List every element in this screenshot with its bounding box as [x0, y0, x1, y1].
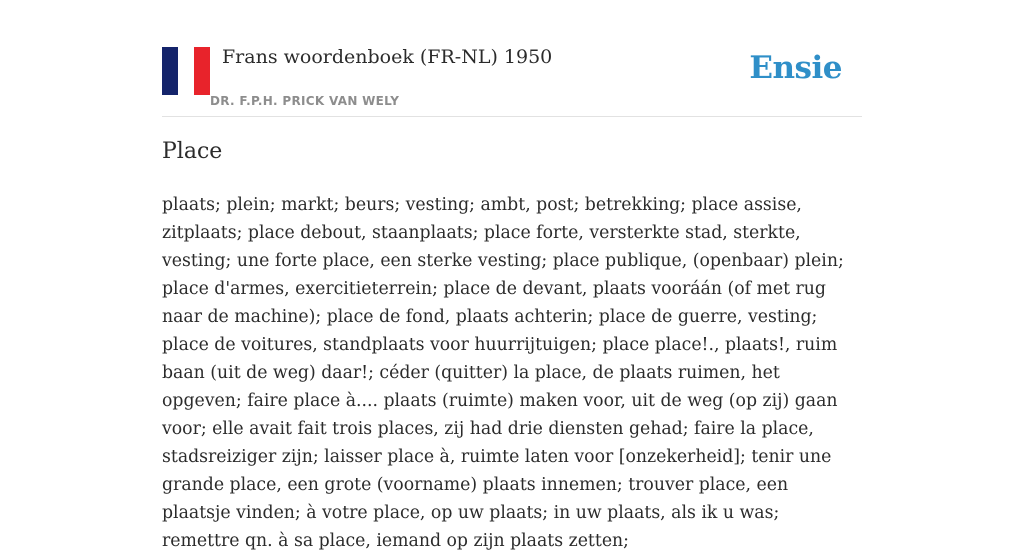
dictionary-author: DR. F.P.H. PRICK VAN WELY [210, 94, 400, 108]
entry-title: Place [162, 139, 223, 164]
dictionary-title[interactable]: Frans woordenboek (FR-NL) 1950 [222, 46, 553, 68]
entry-definition: plaats; plein; markt; beurs; vesting; ambt, post; betrekking; place assise, zitplaats; place debout, staanplaats; place forte, versterkte stad, sterkte, vesting; une forte place, een sterke vesting; place publique, (openbaar) plein; place d'armes, exercitieterrein; place de devant, plaats vooráán (of met rug naar de machine); place de fond, plaats achterin; place de guerre, vesting; place de voitures, standplaats voor huurrijtuigen; place place!., plaats!, ruim baan (uit de weg) daar!; céder (quitter) la place, de plaats ruimen, het opgeven; faire place à.... plaats (ruimte) maken voor, uit de weg (op zij) gaan voor; elle avait fait trois places, zij had drie diensten gehad; faire la place, stadsreiziger zijn; laisser place à, ruimte laten voor [onzekerheid]; tenir une grande place, een grote (voorname) plaats innemen; trouver place, een plaatsje vinden; à votre place, op uw plaats; in uw plaats, als ik u was; remettre qn. à sa place, iemand op zijn plaats zetten; [162, 195, 844, 551]
content-container [162, 0, 862, 551]
france-flag-icon [162, 47, 210, 95]
ensie-logo-link[interactable]: Ensie [749, 50, 842, 86]
dictionary-header [162, 0, 862, 117]
